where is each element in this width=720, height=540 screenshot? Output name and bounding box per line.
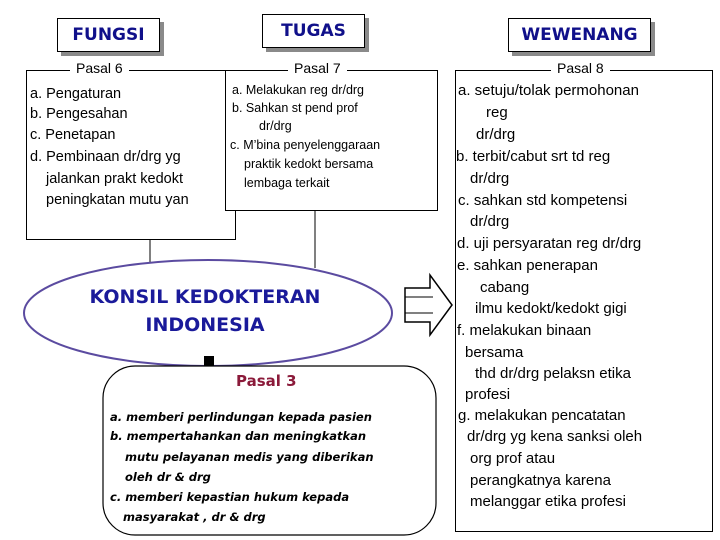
wewenang-line-c2: dr/drg (470, 213, 510, 230)
wewenang-line-g5: melanggar etika profesi (470, 493, 626, 510)
fungsi-line-a: a. Pengaturan (30, 86, 122, 102)
wewenang-line-d: d. uji persyaratan reg dr/drg (457, 235, 642, 252)
fungsi-line-b: b. Pengesahan (30, 106, 128, 122)
tugas-line-c2: praktik kedokt bersama (244, 157, 374, 171)
fungsi-line-d2: jalankan prakt kedokt (46, 171, 184, 187)
konsil-title-1: KONSIL KEDOKTERAN (89, 286, 321, 308)
fungsi-line-d: d. Pembinaan dr/drg yg (30, 149, 181, 165)
tugas-line-c: c. M’bina penyelenggaraan (230, 138, 381, 152)
tujuan-line-c: c. memberi kepastian hukum kepada (110, 490, 350, 504)
header-fungsi: FUNGSI (57, 18, 160, 52)
wewenang-line-f3: thd dr/drg pelaksn etika (475, 365, 631, 382)
wewenang-line-b: b. terbit/cabut srt td reg (456, 148, 611, 165)
wewenang-line-f: f. melakukan binaan (457, 322, 592, 339)
tujuan-line-b3: oleh dr & drg (125, 470, 211, 484)
header-tugas: TUGAS (262, 14, 365, 48)
tujuan-pasal-label: Pasal 3 (236, 372, 297, 390)
wewenang-line-f2: bersama (465, 344, 524, 361)
wewenang-line-a2: reg (486, 104, 508, 121)
fungsi-pasal-label: Pasal 6 (70, 60, 129, 76)
konsil-title-2: INDONESIA (145, 314, 265, 336)
wewenang-line-g2: dr/drg yg kena sanksi oleh (467, 428, 643, 445)
tugas-line-b: b. Sahkan st pend prof (232, 101, 358, 115)
tujuan-line-a: a. memberi perlindungan kepada pasien (110, 410, 372, 424)
wewenang-pasal-label: Pasal 8 (551, 60, 610, 76)
wewenang-line-f4: profesi (465, 386, 511, 403)
wewenang-line-g3: org prof atau (470, 450, 556, 467)
tujuan-line-b: b. mempertahankan dan meningkatkan (110, 429, 367, 443)
arrow-right (405, 275, 452, 335)
tujuan-line-c2: masyarakat , dr & drg (123, 510, 266, 524)
wewenang-line-b2: dr/drg (470, 170, 510, 187)
wewenang-line-a: a. setuju/tolak permohonan (458, 82, 639, 99)
tugas-pasal-label: Pasal 7 (288, 60, 347, 76)
wewenang-line-c: c. sahkan std kompetensi (458, 192, 628, 209)
konsil-ellipse (24, 260, 392, 366)
tujuan-line-b2: mutu pelayanan medis yang diberikan (125, 450, 374, 464)
wewenang-line-e3: ilmu kedokt/kedokt gigi (475, 300, 627, 317)
wewenang-line-g4: perangkatnya karena (470, 472, 611, 489)
wewenang-line-g: g. melakukan pencatatan (458, 407, 626, 424)
tugas-line-c3: lembaga terkait (244, 176, 330, 190)
tugas-line-a: a. Melakukan reg dr/drg (232, 83, 365, 97)
header-wewenang: WEWENANG (508, 18, 651, 52)
fungsi-line-d3: peningkatan mutu yan (46, 192, 189, 208)
wewenang-line-a3: dr/drg (476, 126, 516, 143)
tugas-line-b2: dr/drg (259, 119, 292, 133)
fungsi-line-c: c. Penetapan (30, 127, 116, 143)
wewenang-line-e2: cabang (480, 279, 530, 296)
wewenang-line-e: e. sahkan penerapan (457, 257, 598, 274)
